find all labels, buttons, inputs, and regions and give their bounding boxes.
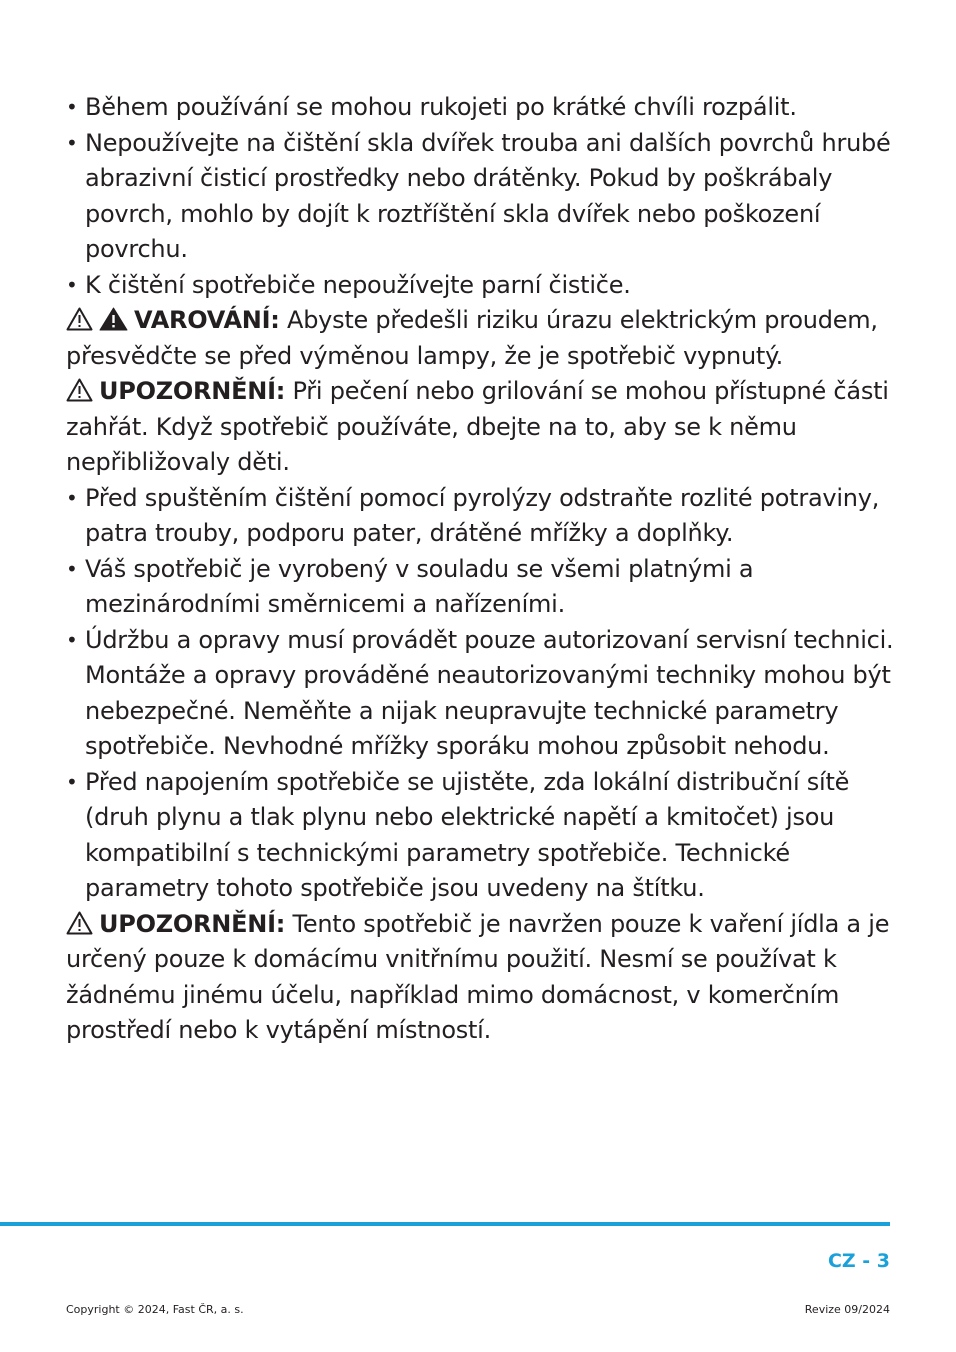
warning-filled-icon bbox=[99, 307, 128, 331]
caution-paragraph: UPOZORNĚNÍ: Tento spotřebič je navržen pouze k vaření jídla a je určený pouze k domácímu vnitřnímu použití. Nesmí se používat k žádnému jinému účelu, například mimo domácnost, v komerčním prostředí nebo k vytápění místností. bbox=[66, 909, 890, 1044]
warning-outline-icon bbox=[66, 911, 93, 935]
caution-paragraph: UPOZORNĚNÍ: Při pečení nebo grilování se mohou přístupné části zahřát. Když spotřebič používáte, dbejte na to, aby se k němu nepřibližovaly děti. bbox=[66, 377, 889, 476]
caution-label: UPOZORNĚNÍ: bbox=[99, 377, 286, 405]
warning-paragraph: VAROVÁNÍ: Abyste předešli riziku úrazu elektrickým proudem, přesvědčte se před výměnou lampy, že je spotřebič vypnutý. bbox=[66, 306, 878, 370]
list-item: • Před spuštěním čištění pomocí pyrolýzy odstraňte rozlité potraviny, patra trouby, podporu pater, drátěné mřížky a doplňky. bbox=[66, 481, 896, 552]
copyright: Copyright © 2024, Fast ČR, a. s. bbox=[66, 1303, 244, 1316]
warning-outline-icon bbox=[66, 307, 93, 331]
warning-outline-icon bbox=[66, 378, 93, 402]
safety-instructions bbox=[66, 90, 896, 1049]
caution-label: UPOZORNĚNÍ: bbox=[99, 909, 286, 938]
page-number: CZ - 3 bbox=[827, 1250, 890, 1272]
list-item: • Před napojením spotřebiče se ujistěte, zda lokální distribuční sítě (druh plynu a tlak plynu nebo elektrické napětí a kmitočet) jsou kompatibilní s technickými parametry spotřebiče. Technické parametry tohoto spotřebiče jsou uvedeny na štítku. bbox=[66, 765, 896, 907]
list-item: • K čištění spotřebiče nepoužívejte parní čističe. bbox=[66, 268, 896, 304]
list-item: • Váš spotřebič je vyrobený v souladu se všemi platnými a mezinárodními směrnicemi a nařízeními. bbox=[66, 552, 896, 623]
footer-divider bbox=[0, 1222, 890, 1226]
list-item: • Nepoužívejte na čištění skla dvířek trouba ani dalších povrchů hrubé abrazivní čisticí prostředky nebo drátěnky. Pokud by poškrábaly povrch, mohlo by dojít k roztříštění skla dvířek nebo poškození povrchu. bbox=[66, 126, 896, 268]
list-item: • Během používání se mohou rukojeti po krátké chvíli rozpálit. bbox=[66, 90, 896, 126]
list-item: • Údržbu a opravy musí provádět pouze autorizovaní servisní technici. Montáže a opravy prováděné neautorizovanými techniky mohou být nebezpečné. Neměňte a nijak neupravujte technické parametry spotřebiče. Nevhodné mřížky sporáku mohou způsobit nehodu. bbox=[66, 623, 896, 765]
warning-label: VAROVÁNÍ: bbox=[134, 306, 280, 334]
revision: Revize 09/2024 bbox=[804, 1303, 890, 1316]
